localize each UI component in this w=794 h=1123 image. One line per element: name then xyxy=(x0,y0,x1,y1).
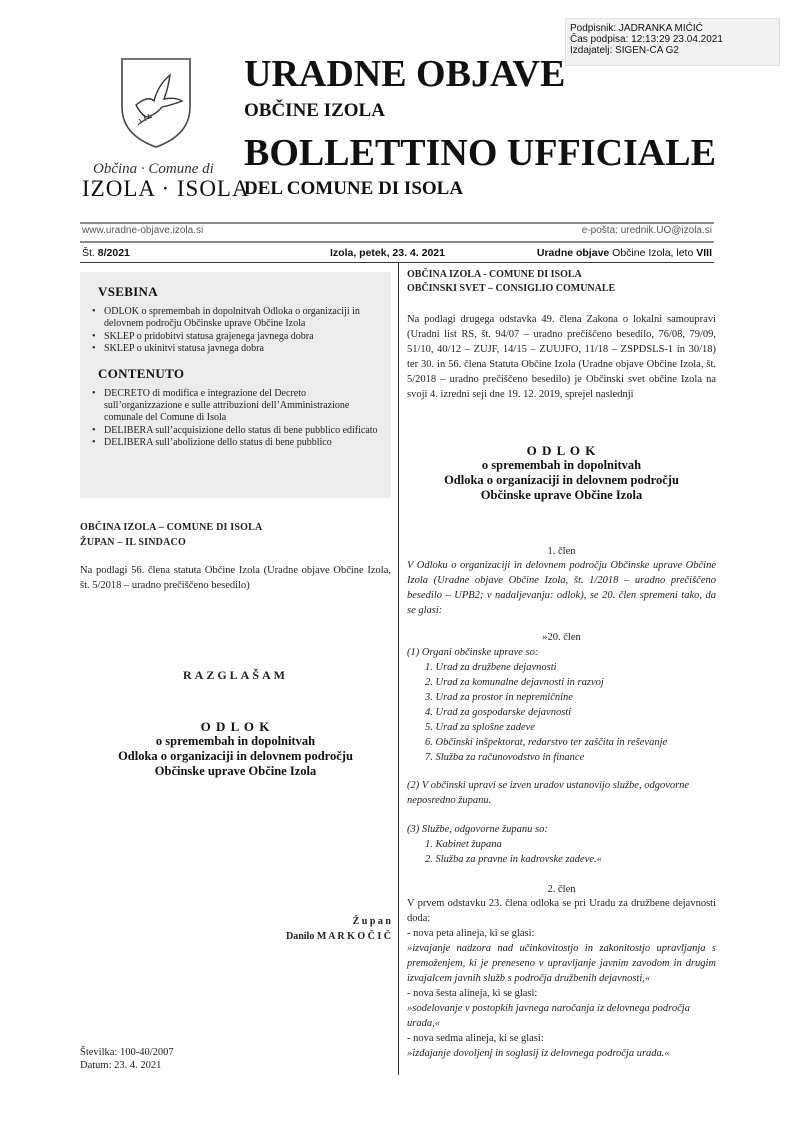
organ-item: 5. Urad za splošne zadeve xyxy=(425,722,535,733)
addition-2-text: »sodelovanje v postopkih javnega naročanja iz delovnega področja urada,« xyxy=(407,1003,690,1029)
issue-place-date: Izola, petek, 23. 4. 2021 xyxy=(330,247,445,259)
organ-item: 6. Občinski inšpektorat, redarstvo ter zaščita in reševanje xyxy=(425,737,668,748)
issue-line xyxy=(80,247,714,261)
article-20-heading: »20. člen xyxy=(542,632,581,643)
digital-signature-box xyxy=(565,18,780,66)
right-odlok: O D L O K xyxy=(526,443,597,458)
article-1-text: V Odloku o organizaciji in delovnem področju Občinske uprave Občine Izola (Uradne objave Občine Izola, št. 1/2018 – uradno prečiščeno besedilo – UPB2; v nadaljevanju: odlok), se 20. člen spremeni tako, da se glasi: xyxy=(407,560,716,616)
dove-shield-icon xyxy=(118,55,194,150)
issue-number-label: Št. xyxy=(82,247,95,259)
paragraph-1-text: (1) Organi občinske uprave so: xyxy=(407,647,539,658)
toc-item[interactable]: • DECRETO di modifica e integrazione del Decreto sull’organizzazione e sulle attribuzioni dell’Amministrazione comunale del Comune di Isola xyxy=(90,388,381,425)
organ-item: 4. Urad za gospodarske dejavnosti xyxy=(425,707,572,718)
left-title-line3: Občinske uprave Občine Izola xyxy=(154,764,317,778)
article-2-heading: 2. člen xyxy=(547,884,576,895)
reference-block xyxy=(80,1046,391,1072)
article-2-additions xyxy=(407,926,716,1061)
right-decree-title xyxy=(407,443,716,503)
header-rule-bottom xyxy=(80,241,714,243)
crest-label-town: IZOLA · ISOLA xyxy=(82,176,250,201)
issue-number: 8/2021 xyxy=(97,247,130,259)
service-item: 1. Kabinet župana xyxy=(425,839,502,850)
signature-signer: Podpisnik: JADRANKA MIĆIĆ xyxy=(570,23,703,34)
addition-3-label: - nova sedma alineja, ki se glasi: xyxy=(407,1033,544,1044)
signature-time: Čas podpisa: 12:13:29 23.04.2021 xyxy=(570,34,723,45)
publication-year: VIII xyxy=(696,247,712,259)
organ-item: 3. Urad za prostor in nepremičnine xyxy=(425,692,573,703)
table-of-contents xyxy=(80,272,391,498)
reference-date: Datum: 23. 4. 2021 xyxy=(80,1060,162,1071)
addition-1-label: - nova peta alineja, ki se glasi: xyxy=(407,928,535,939)
website-link[interactable]: www.uradne-objave.izola.si xyxy=(82,225,204,236)
left-authority xyxy=(80,520,391,550)
masthead-subtitle-sl: OBČINE IZOLA xyxy=(244,100,385,121)
toc-item[interactable]: • ODLOK o spremembah in dopolnitvah Odloka o organizaciji in delovnem področju Občinske uprave Občine Izola xyxy=(90,306,381,331)
toc-heading-it: CONTENUTO xyxy=(98,365,185,381)
left-title-line1: o spremembah in dopolnitvah xyxy=(155,734,316,748)
proclaim-heading: RAZGLAŠAM xyxy=(182,668,288,682)
masthead-title-it: BOLLETTINO UFFICIALE xyxy=(244,132,716,174)
publication-rest: Občine Izola, leto xyxy=(612,247,694,259)
right-title-line1: o spremembah in dopolnitvah xyxy=(481,458,642,472)
crest-label-municipality: Občina · Comune di xyxy=(93,161,214,177)
toc-item[interactable]: • DELIBERA sull’acquisizione dello status di bene pubblico edificato xyxy=(90,425,381,437)
service-item: 2. Služba za pravne in kadrovske zadeve.« xyxy=(425,854,602,865)
email-link[interactable]: e-pošta: urednik.UO@izola.si xyxy=(581,225,712,236)
issue-rule xyxy=(80,262,714,263)
paragraph-1 xyxy=(407,645,716,765)
paragraph-3-text: (3) Službe, odgovorne županu so: xyxy=(407,824,548,835)
right-authority xyxy=(407,268,716,296)
mayor-name: Danilo M A R K O Č I Č xyxy=(285,931,391,942)
signature-issuer: Izdajatelj: SIGEN-CA G2 xyxy=(570,45,679,56)
toc-item[interactable]: • SKLEP o ukinitvi statusa javnega dobra xyxy=(90,343,381,355)
toc-item[interactable]: • SKLEP o pridobitvi statusa grajenega javnega dobra xyxy=(90,331,381,343)
paragraph-3 xyxy=(407,822,716,867)
mayor-title: Ž u p a n xyxy=(352,916,391,927)
toc-heading-sl: VSEBINA xyxy=(98,284,158,299)
left-title-line2: Odloka o organizaciji in delovnem področju xyxy=(118,749,353,763)
toc-item[interactable]: • DELIBERA sull’abolizione dello status di bene pubblico xyxy=(90,437,381,449)
article-2-text: V prvem odstavku 23. člena odloka se pri Uradu za družbene dejavnosti doda: xyxy=(407,898,716,924)
addition-1-text: »izvajanje nadzora nad učinkovitostjo in zakonitostjo upravljanja s premoženjem, ki je preneseno v upravljanje javnim zavodom in drugim izvajalcem javnih služb s področja družbenih dejavnosti,« xyxy=(407,943,716,984)
reference-number: Številka: 100-40/2007 xyxy=(80,1047,174,1058)
masthead-title-sl: URADNE OBJAVE xyxy=(244,53,566,95)
right-authority-line1: OBČINA IZOLA - COMUNE DI ISOLA xyxy=(407,269,582,280)
left-authority-line1: OBČINA IZOLA – COMUNE DI ISOLA xyxy=(80,522,263,533)
left-legal-basis: Na podlagi 56. člena statuta Občine Izola (Uradne objave Občine Izola, št. 5/2018 – uradno prečiščeno besedilo) xyxy=(80,565,391,591)
right-title-line2: Odloka o organizaciji in delovnem področju xyxy=(444,473,679,487)
mayor-signature xyxy=(80,914,391,944)
addition-2-label: - nova šesta alineja, ki se glasi: xyxy=(407,988,538,999)
masthead-subtitle-it: DEL COMUNE DI ISOLA xyxy=(244,178,464,199)
right-authority-line2: OBČINSKI SVET – CONSIGLIO COMUNALE xyxy=(407,283,616,294)
article-1-heading: 1. člen xyxy=(547,546,576,557)
right-title-line3: Občinske uprave Občine Izola xyxy=(480,488,643,502)
left-decree-title xyxy=(80,719,391,779)
right-legal-basis: Na podlagi drugega odstavka 49. člena Zakona o lokalni samoupravi (Uradni list RS, št. 94/07 – uradno prečiščeno besedilo, 76/08, 79/09, 51/10, 40/12 – ZUJF, 14/15 – ZUUJFO, 11/18 – ZSPDSLS-1 in 30/18) ter 30. in 56. člena Statuta Občine Izola (Uradne objave Občine Izola, št. 5/2018 – uradno prečiščeno besedilo) je Občinski svet občine Izola na svoji 4. izredni seji dne 19. 12. 2019, sprejel naslednji xyxy=(407,314,716,400)
organ-item: 2. Urad za komunalne dejavnosti in razvoj xyxy=(425,677,604,688)
left-authority-line2: ŽUPAN – IL SINDACO xyxy=(80,537,186,548)
left-odlok: O D L O K xyxy=(200,719,271,734)
column-divider xyxy=(398,262,399,1075)
organ-item: 7. Služba za računovodstvo in finance xyxy=(425,752,585,763)
organ-item: 1. Urad za družbene dejavnosti xyxy=(425,662,557,673)
publication-name: Uradne objave xyxy=(536,247,610,259)
addition-3-text: »izdajanje dovoljenj in soglasij iz delovnega področja urada.« xyxy=(407,1048,670,1059)
contact-strip xyxy=(80,224,714,240)
paragraph-2: (2) V občinski upravi se izven uradov ustanovijo službe, odgovorne neposredno županu. xyxy=(407,780,690,806)
